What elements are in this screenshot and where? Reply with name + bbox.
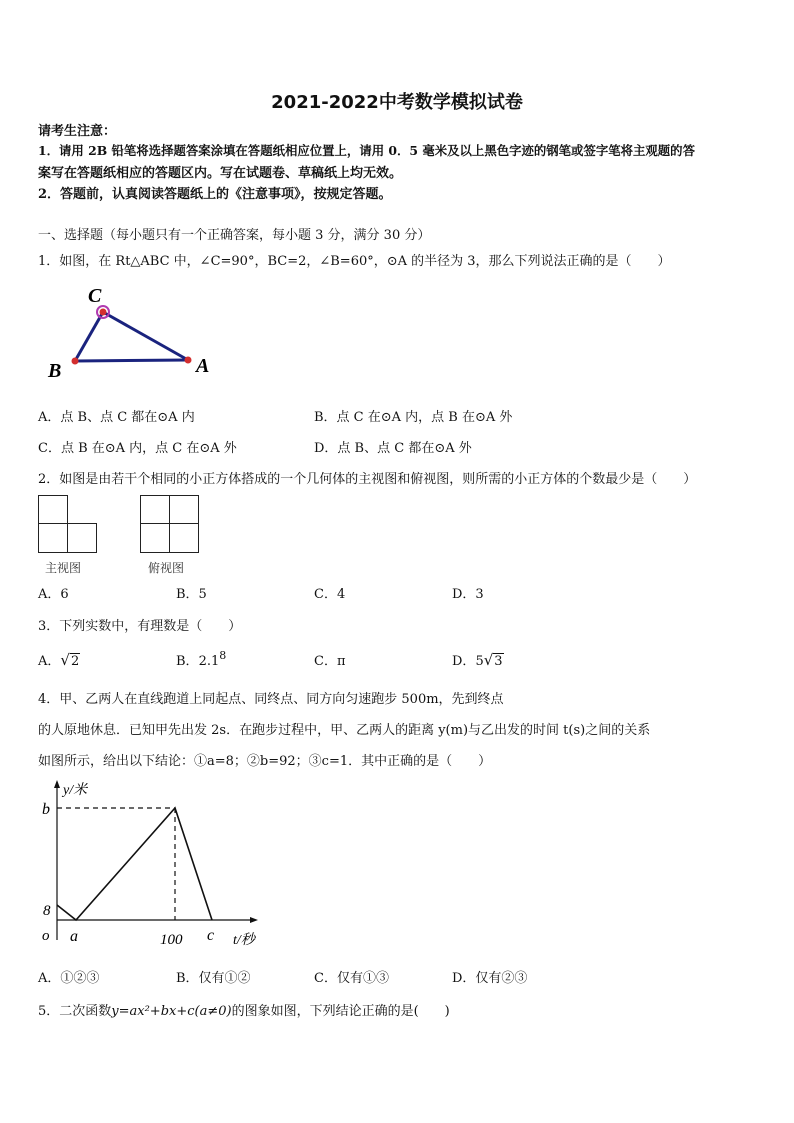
- page-title: 2021-2022中考数学模拟试卷: [271, 92, 523, 113]
- q3-option-d-radicand: 3: [494, 654, 503, 669]
- q4-distance-time-graph: [30, 778, 270, 950]
- x-axis-label: t/秒: [233, 933, 255, 948]
- q2-front-view-label: 主视图: [45, 561, 82, 575]
- notice-heading: 请考生注意：: [38, 124, 117, 139]
- q3-option-a-radicand: 2: [70, 654, 80, 669]
- repeating-digit: 8: [219, 649, 227, 662]
- tick-8-label: 8: [43, 903, 51, 919]
- notice-line-3: 2．答题前，认真阅读答题纸上的《注意事项》，按规定答题。: [38, 187, 392, 202]
- q4-line-2: 的人原地休息．已知甲先出发 2s．在跑步过程中，甲、乙两人的距离 y(m)与乙出发的时间 t(s)之间的关系: [38, 723, 651, 738]
- q4-option-b[interactable]: B．仅有①②: [176, 971, 251, 986]
- q3-option-b[interactable]: B．$2.1^8$: [176, 649, 227, 669]
- sqrt-symbol: √: [60, 651, 70, 669]
- q4-option-c[interactable]: C．仅有①③: [314, 971, 389, 986]
- q1-option-c[interactable]: C．点 B 在⊙A 内，点 C 在⊙A 外: [38, 441, 237, 456]
- q2-option-b[interactable]: B．5: [176, 587, 207, 602]
- q2-option-d[interactable]: D．3: [452, 587, 484, 602]
- tick-100-label: 100: [160, 932, 183, 948]
- q2-option-c[interactable]: C．4: [314, 587, 346, 602]
- q2-top-view: [140, 495, 200, 553]
- tick-c-label: c: [207, 927, 215, 944]
- q1-option-d[interactable]: D．点 B、点 C 都在⊙A 外: [314, 441, 472, 456]
- y-axis-arrow: [54, 780, 60, 788]
- q2-stem: 2．如图是由若干个相同的小正方体搭成的一个几何体的主视图和俯视图，则所需的小正方体的个数最少是（ ）: [38, 472, 697, 487]
- sqrt-symbol: √: [483, 651, 494, 669]
- notice-line-1: 1．请用 2B 铅笔将选择题答案涂填在答题纸相应位置上，请用 0．5 毫米及以上黑色字迹的钢笔或签字笔将主观题的答: [38, 143, 695, 158]
- tick-a-label: a: [70, 928, 78, 945]
- q1-stem: 1．如图，在 Rt△ABC 中，∠C=90°，BC=2，∠B=60°，⊙A 的半径为 3，那么下列说法正确的是（ ）: [38, 254, 671, 269]
- q4-option-a[interactable]: A．①②③: [38, 971, 100, 986]
- q4-option-d[interactable]: D．仅有②③: [452, 971, 528, 986]
- vertex-b-label: B: [48, 360, 62, 382]
- y-axis-label: y/米: [63, 783, 88, 798]
- distance-curve: [57, 808, 212, 920]
- notice-line-2: 案写在答题纸相应的答题区内。写在试题卷、草稿纸上均无效。: [38, 166, 403, 181]
- q3-option-a[interactable]: A．√2: [38, 651, 80, 669]
- q2-top-view-label: 俯视图: [148, 561, 185, 575]
- q4-line-3: 如图所示，给出以下结论：①a=8；②b=92；③c=1．其中正确的是（ ）: [38, 754, 492, 769]
- q5-formula: y=ax²+bx+c(a≠0): [111, 1004, 232, 1019]
- q1-option-b[interactable]: B．点 C 在⊙A 内，点 B 在⊙A 外: [314, 410, 513, 425]
- q3-stem: 3．下列实数中，有理数是（ ）: [38, 619, 242, 634]
- q2-option-a[interactable]: A．6: [38, 587, 69, 602]
- q1-option-a[interactable]: A．点 B、点 C 都在⊙A 内: [38, 410, 195, 425]
- q3-option-c[interactable]: C．π: [314, 654, 346, 669]
- x-axis-arrow: [250, 917, 258, 923]
- q4-line-1: 4．甲、乙两人在直线跑道上同起点、同终点、同方向匀速跑步 500m，先到终点: [38, 692, 504, 707]
- origin-label: o: [42, 928, 50, 944]
- section-heading: 一、选择题（每小题只有一个正确答案，每小题 3 分，满分 30 分）: [38, 228, 431, 243]
- q1-triangle-figure: [40, 280, 230, 385]
- q3-option-d[interactable]: D．5√3: [452, 651, 503, 669]
- vertex-a-label: A: [196, 355, 210, 377]
- tick-b-label: b: [42, 801, 50, 818]
- q2-front-view: [38, 495, 98, 553]
- vertex-c-label: C: [88, 285, 102, 307]
- q5-stem: 5．二次函数y=ax²+bx+c(a≠0)的图象如图，下列结论正确的是( ): [38, 1004, 450, 1019]
